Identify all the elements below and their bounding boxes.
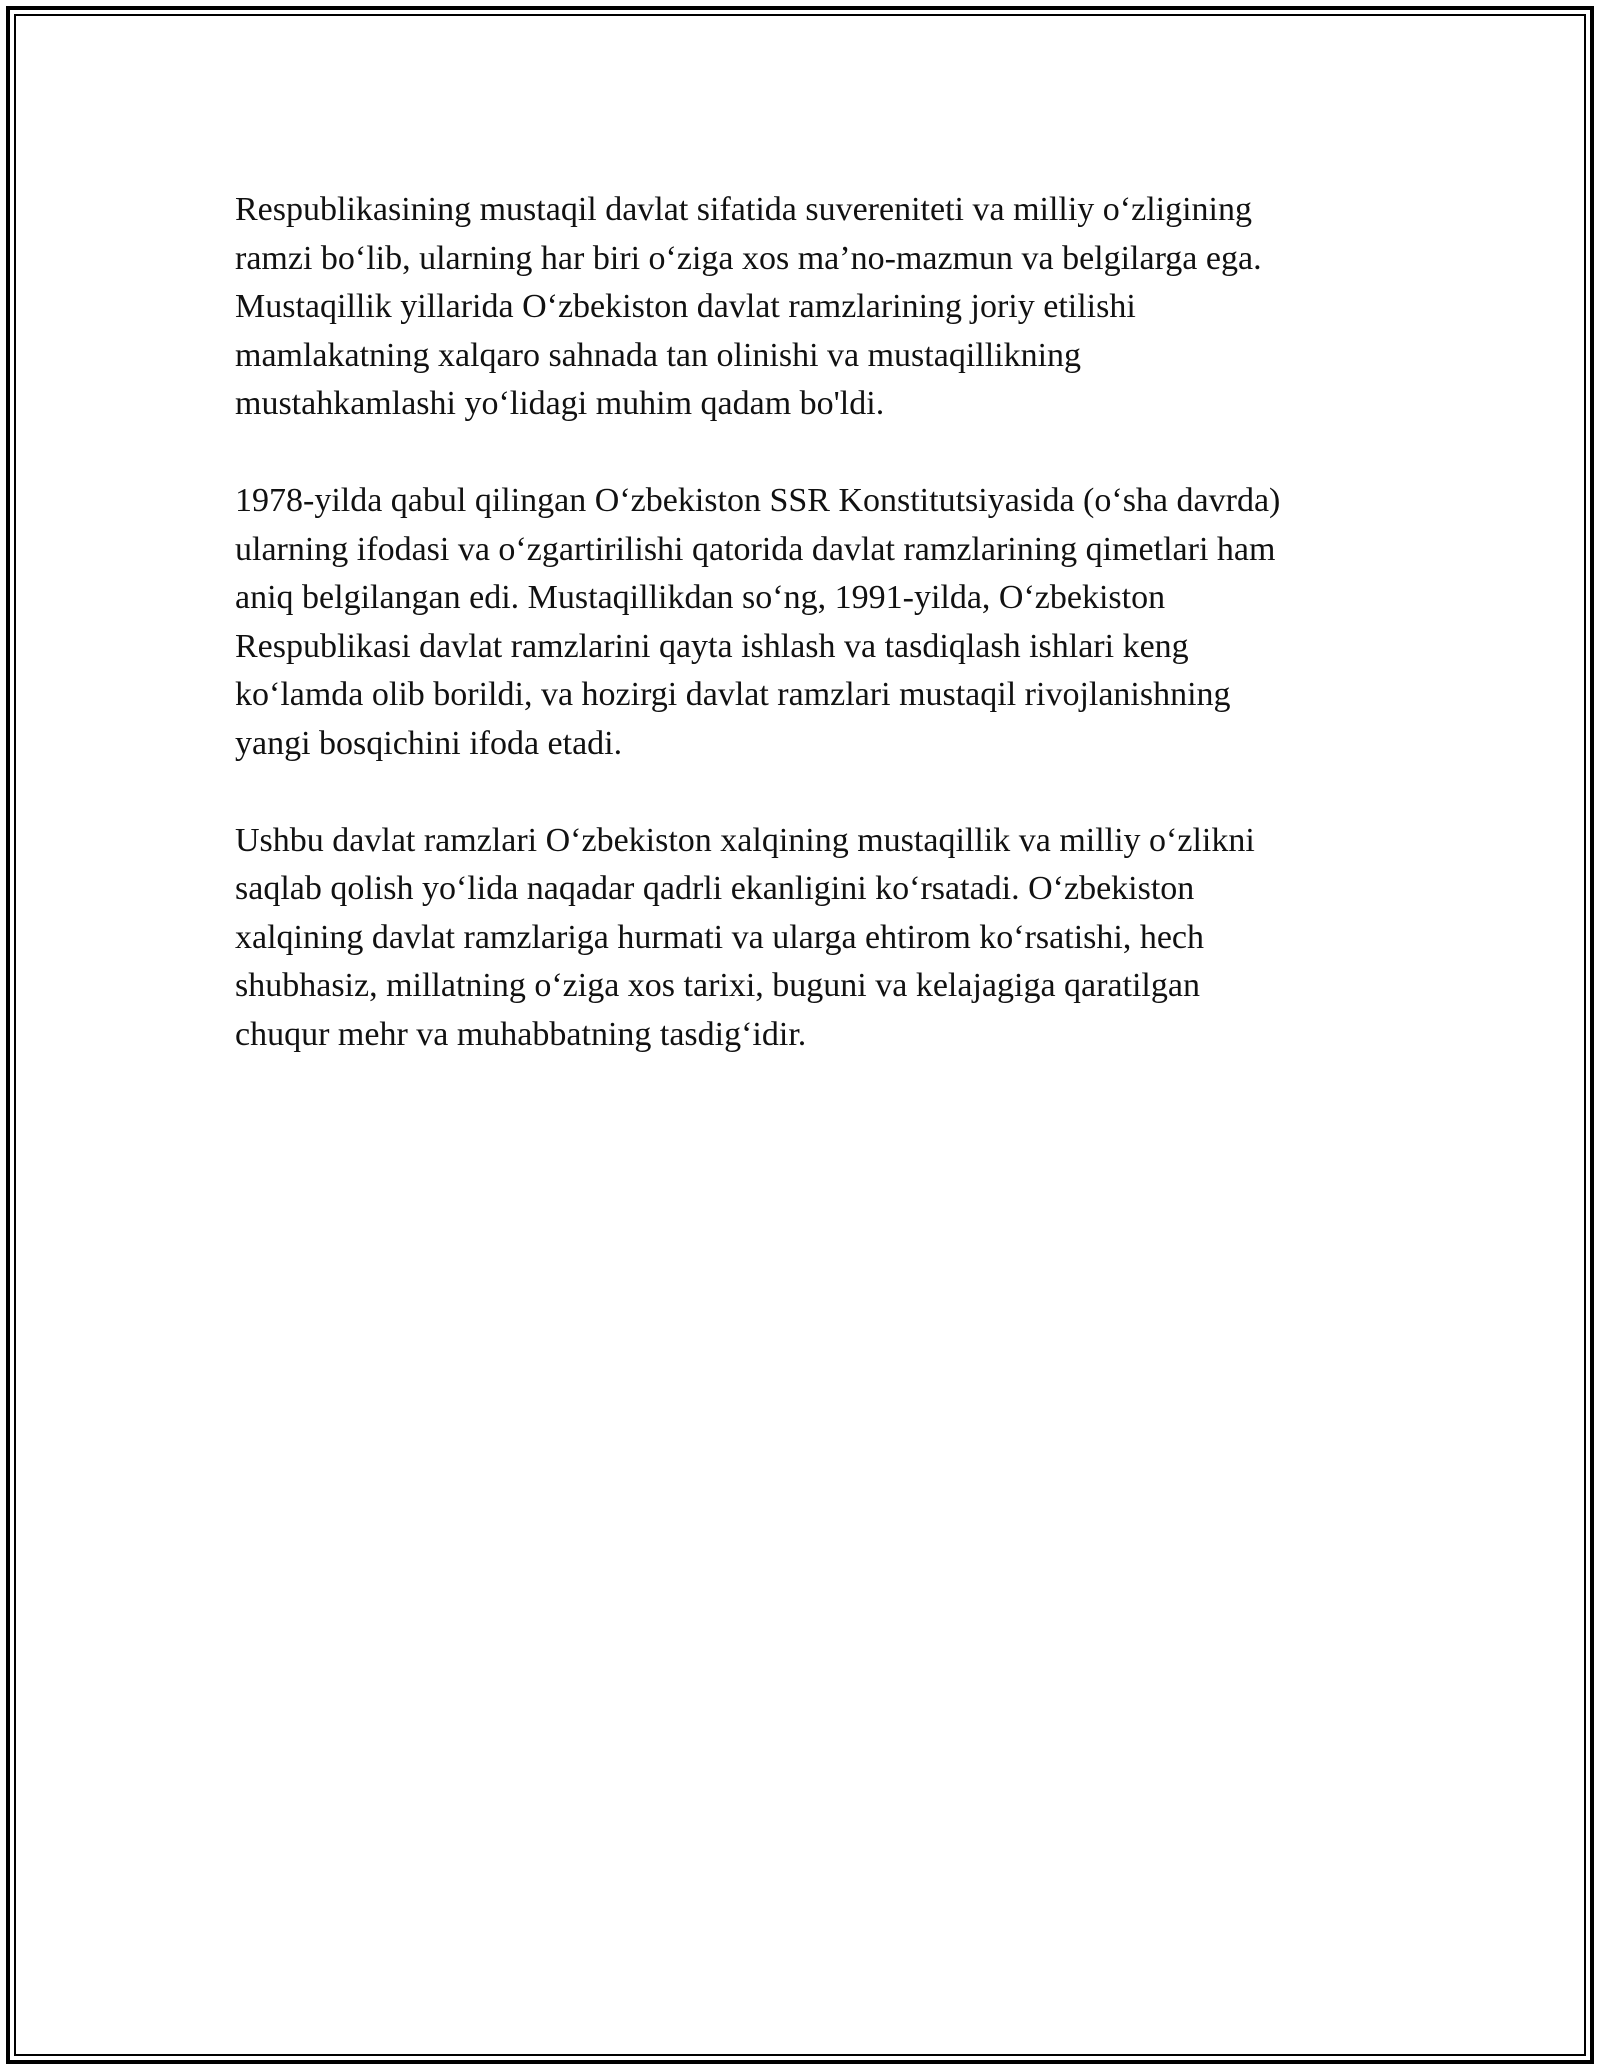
document-body: [235, 186, 1375, 1108]
paragraph-1: Respublikasining mustaqil davlat sifatida suvereniteti va milliy o‘zligining ramzi bo‘lib, ularning har biri o‘ziga xos ma’no-mazmun va belgilarga ega. Mustaqillik yillarida O‘zbekiston davlat ramzlarining joriy etilishi mamlakatning xalqaro sahnada tan olinishi va mustaqillikning mustahkamlashi yo‘lidagi muhim qadam bo'ldi.: [235, 191, 1262, 422]
paragraph-2: 1978-yilda qabul qilingan O‘zbekiston SSR Konstitutsiyasida (o‘sha davrda) ularning ifodasi va o‘zgartirilishi qatorida davlat ramzlarining qimetlari ham aniq belgilangan edi. Mustaqillikdan so‘ng, 1991-yilda, O‘zbekiston Respublikasi davlat ramzlarini qayta ishlash va tasdiqlash ishlari keng ko‘lamda olib borildi, va hozirgi davlat ramzlari mustaqil rivojlanishning yangi bosqichini ifoda etadi.: [235, 482, 1281, 762]
paragraph-3: Ushbu davlat ramzlari O‘zbekiston xalqining mustaqillik va milliy o‘zlikni saqlab qolish yo‘lida naqadar qadrli ekanligini ko‘rsatadi. O‘zbekiston xalqining davlat ramzlariga hurmati va ularga ehtirom ko‘rsatishi, hech shubhasiz, millatning o‘ziga xos tarixi, buguni va kelajagiga qaratilgan chuqur mehr va muhabbatning tasdig‘idir.: [235, 821, 1255, 1053]
